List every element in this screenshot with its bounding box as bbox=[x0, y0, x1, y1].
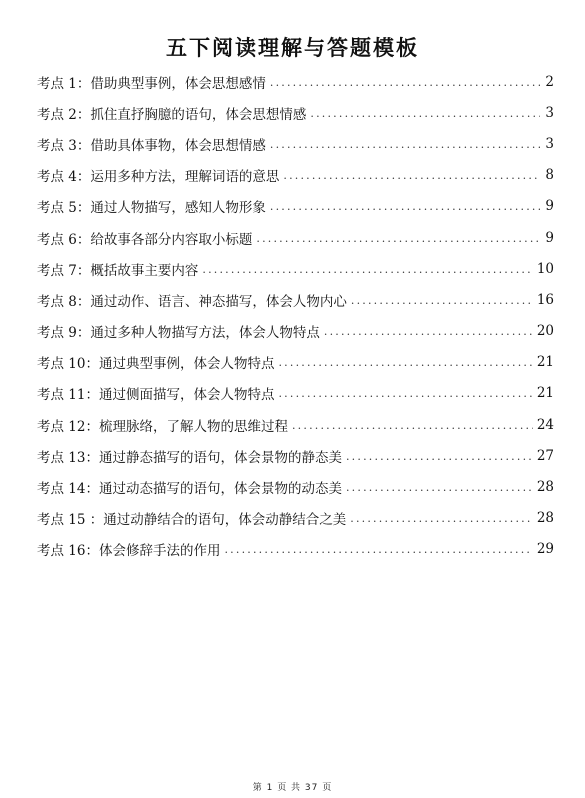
toc-dot-leader bbox=[278, 356, 532, 370]
toc-entry-label: 考点 10：通过典型事例，体会人物特点 bbox=[37, 356, 275, 373]
toc-entry-label: 考点 3：借助具体事物，体会思想情感 bbox=[37, 137, 266, 154]
toc-entry-label: 考点 14：通过动态描写的语句，体会景物的动态美 bbox=[37, 481, 342, 498]
toc-dot-leader bbox=[346, 481, 533, 495]
toc-entry-label: 考点 2：抓住直抒胸臆的语句，体会思想情感 bbox=[37, 106, 307, 123]
toc-entry-page-number: 8 bbox=[545, 167, 554, 184]
toc-dot-leader bbox=[310, 107, 540, 121]
toc-entry[interactable] bbox=[37, 316, 554, 347]
toc-dot-leader bbox=[256, 232, 540, 246]
toc-entry-label: 考点 7：概括故事主要内容 bbox=[37, 262, 199, 279]
toc-dot-leader bbox=[346, 450, 533, 464]
toc-entry[interactable] bbox=[37, 160, 554, 191]
toc-dot-leader bbox=[270, 200, 540, 214]
toc-entry-page-number: 29 bbox=[536, 541, 554, 558]
toc-entry-page-number: 3 bbox=[545, 135, 554, 152]
toc-entry-label: 考点 12：梳理脉络，了解人物的思维过程 bbox=[37, 418, 288, 435]
toc-entry-page-number: 24 bbox=[536, 416, 554, 433]
toc-entry-page-number: 28 bbox=[536, 510, 554, 527]
page-title: 五下阅读理解与答题模板 bbox=[166, 36, 419, 60]
toc-dot-leader bbox=[350, 512, 533, 526]
toc-entry-label: 考点 9：通过多种人物描写方法，体会人物特点 bbox=[37, 325, 320, 342]
toc-entry-page-number: 10 bbox=[536, 260, 554, 277]
page-footer: 第 1 页 共 37 页 bbox=[252, 783, 333, 793]
toc-entry[interactable] bbox=[37, 191, 554, 222]
toc-entry[interactable] bbox=[37, 471, 554, 502]
toc-entry-page-number: 27 bbox=[536, 447, 554, 464]
toc-entry[interactable] bbox=[37, 66, 554, 97]
toc-entry-page-number: 9 bbox=[545, 229, 554, 246]
toc-entry[interactable] bbox=[37, 128, 554, 159]
toc-dot-leader bbox=[324, 325, 533, 339]
toc-entry[interactable] bbox=[37, 97, 554, 128]
toc-entry-label: 考点 15 ：通过动静结合的语句，体会动静结合之美 bbox=[37, 512, 347, 529]
toc-entry-label: 考点 13：通过静态描写的语句，体会景物的静态美 bbox=[37, 449, 342, 466]
toc-entry-page-number: 2 bbox=[545, 73, 554, 90]
toc-entry-page-number: 21 bbox=[536, 354, 554, 371]
toc-entry[interactable] bbox=[37, 284, 554, 315]
toc-entry[interactable] bbox=[37, 534, 554, 565]
table-of-contents bbox=[37, 66, 554, 565]
toc-entry[interactable] bbox=[37, 222, 554, 253]
toc-entry-page-number: 21 bbox=[536, 385, 554, 402]
toc-entry-label: 考点 16：体会修辞手法的作用 bbox=[37, 543, 221, 560]
toc-entry[interactable] bbox=[37, 503, 554, 534]
toc-entry-page-number: 3 bbox=[545, 104, 554, 121]
toc-entry[interactable] bbox=[37, 253, 554, 284]
toc-dot-leader bbox=[292, 419, 533, 433]
toc-entry[interactable] bbox=[37, 440, 554, 471]
toc-entry[interactable] bbox=[37, 347, 554, 378]
toc-entry-page-number: 9 bbox=[545, 198, 554, 215]
toc-entry-label: 考点 1：借助典型事例，体会思想感情 bbox=[37, 75, 266, 92]
toc-dot-leader bbox=[283, 169, 540, 183]
toc-dot-leader bbox=[278, 387, 532, 401]
toc-entry[interactable] bbox=[37, 409, 554, 440]
toc-entry-label: 考点 8：通过动作、语言、神态描写，体会人物内心 bbox=[37, 293, 347, 310]
toc-dot-leader bbox=[351, 294, 533, 308]
toc-dot-leader bbox=[270, 76, 540, 90]
toc-entry-label: 考点 6：给故事各部分内容取小标题 bbox=[37, 231, 253, 248]
toc-entry-page-number: 16 bbox=[536, 291, 554, 308]
toc-entry-label: 考点 11：通过侧面描写，体会人物特点 bbox=[37, 387, 275, 404]
toc-entry-label: 考点 5：通过人物描写，感知人物形象 bbox=[37, 200, 266, 217]
toc-dot-leader bbox=[202, 263, 532, 277]
toc-entry-page-number: 28 bbox=[536, 479, 554, 496]
toc-dot-leader bbox=[270, 138, 540, 152]
toc-dot-leader bbox=[224, 543, 532, 557]
toc-entry[interactable] bbox=[37, 378, 554, 409]
toc-entry-label: 考点 4：运用多种方法，理解词语的意思 bbox=[37, 169, 280, 186]
toc-entry-page-number: 20 bbox=[536, 323, 554, 340]
